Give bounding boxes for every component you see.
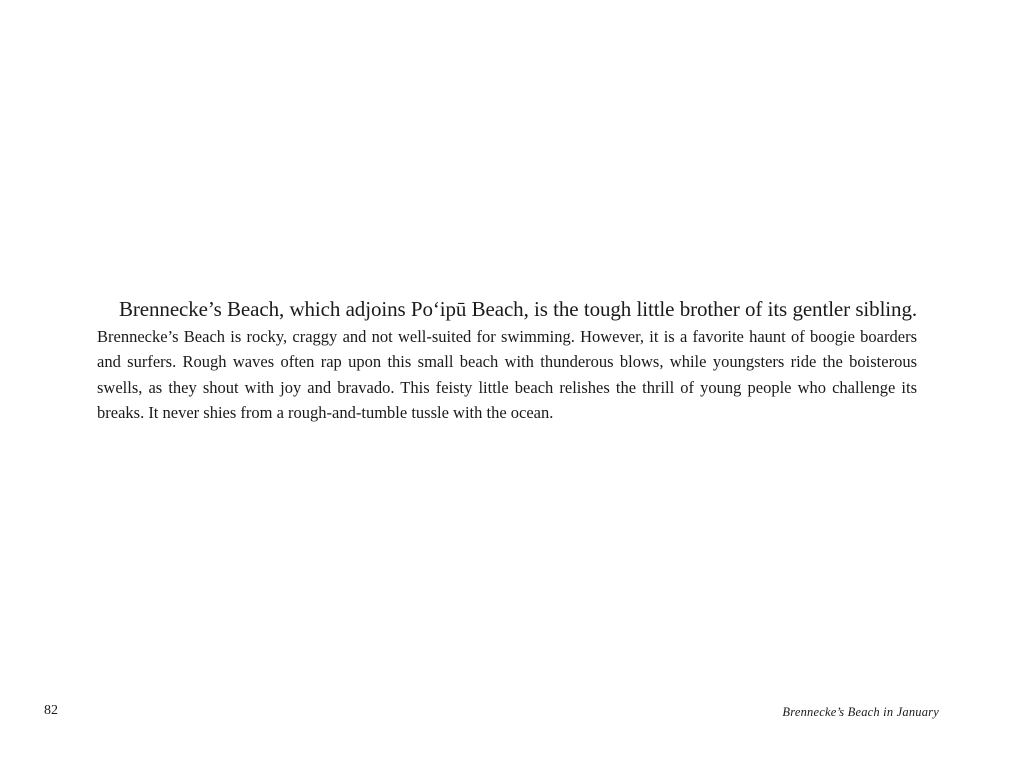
paragraph-body: Brennecke’s Beach is rocky, craggy and not well-suited for swimming. However, it is a favorite haunt of boogie boarders and surfers. Rough waves often rap upon this small beach with thunderous blows, while youngsters ride the boisterous swells, as they shout with joy and bravado. This feisty little beach relishes the thrill of young people who challenge its breaks. It never shies from a rough-and-tumble tussle with the ocean.: [97, 326, 917, 422]
page-number: 82: [44, 703, 58, 718]
body-paragraph: [97, 297, 917, 426]
running-footer-title: Brennecke’s Beach in January: [782, 705, 939, 719]
lead-sentence: Brennecke’s Beach, which adjoins Po‘ipū Beach, is the tough little brother of its gentler sibling.: [119, 297, 917, 321]
